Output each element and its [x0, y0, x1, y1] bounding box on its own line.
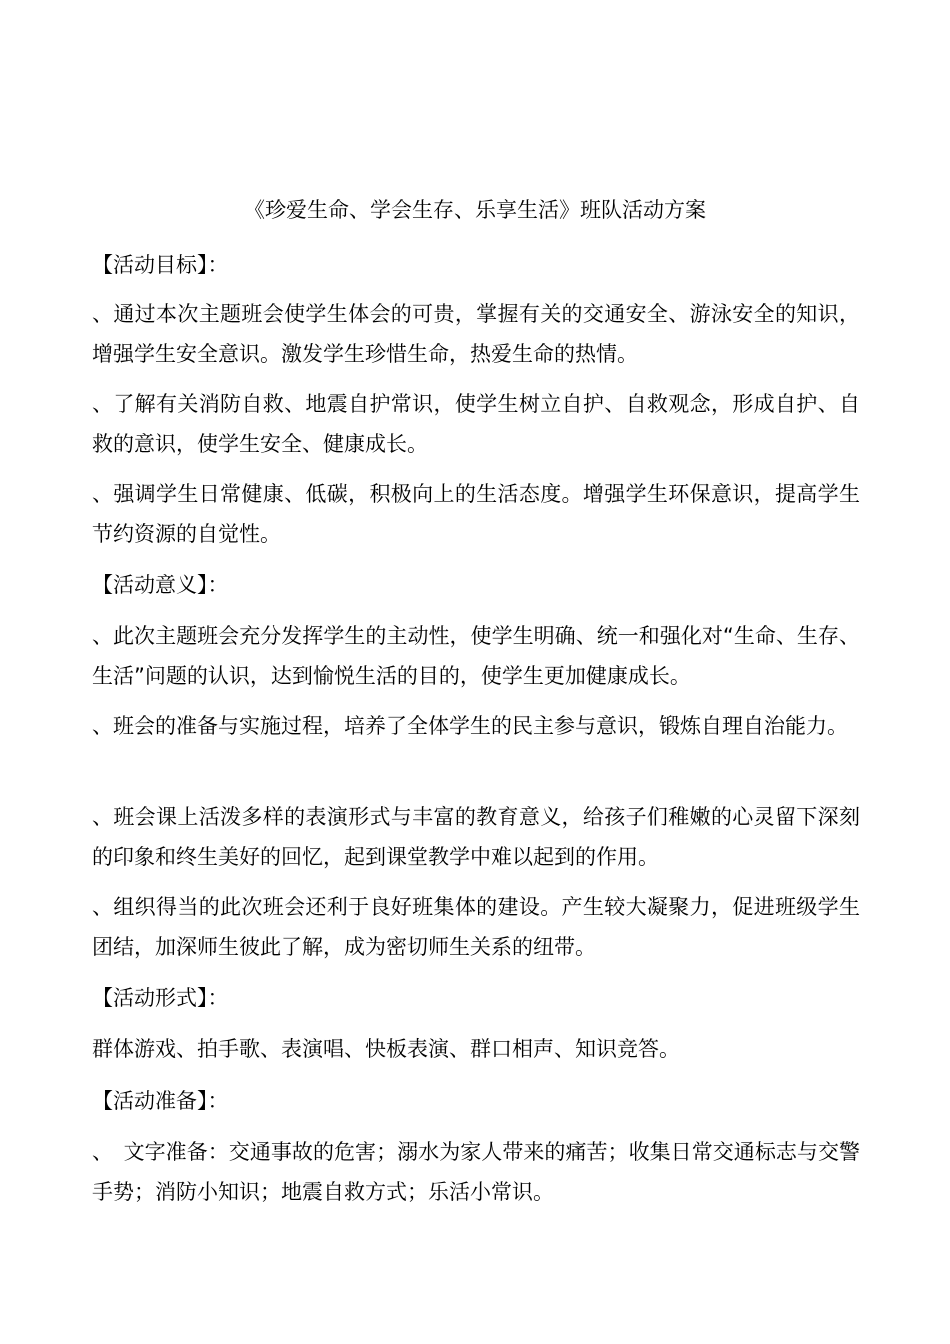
- meaning-item-3: 、班会课上活泼多样的表演形式与丰富的教育意义，给孩子们稚嫩的心灵留下深刻的印象和终生美好的回忆，起到课堂教学中难以起到的作用。: [92, 805, 860, 869]
- goal-item-2: 、了解有关消防自救、地震自护常识，使学生树立自护、自救观念，形成自护、自救的意识，使学生安全、健康成长。: [92, 392, 860, 456]
- section-heading-meaning: 【活动意义】：: [92, 573, 229, 597]
- section-heading-form: 【活动形式】：: [92, 986, 229, 1010]
- section-heading-goals: 【活动目标】：: [92, 253, 229, 277]
- form-text: 群体游戏、拍手歌、表演唱、快板表演、群口相声、知识竞答。: [92, 1037, 680, 1061]
- meaning-item-2: 、班会的准备与实施过程，培养了全体学生的民主参与意识，锻炼自理自治能力。: [92, 714, 848, 738]
- meaning-item-1: 、此次主题班会充分发挥学生的主动性，使学生明确、统一和强化对“生命、生存、生活”问题的认识，达到愉悦生活的目的，使学生更加健康成长。: [92, 624, 860, 688]
- section-heading-prep: 【活动准备】：: [92, 1089, 229, 1113]
- goal-item-1: 、通过本次主题班会使学生体会的可贵，掌握有关的交通安全、游泳安全的知识，增强学生安全意识。激发学生珍惜生命，热爱生命的热情。: [92, 302, 860, 366]
- meaning-item-4: 、组织得当的此次班会还利于良好班集体的建设。产生较大凝聚力，促进班级学生团结，加深师生彼此了解，成为密切师生关系的纽带。: [92, 895, 860, 959]
- prep-item-1: 、 文字准备：交通事故的危害；溺水为家人带来的痛苦；收集日常交通标志与交警手势；消防小知识；地震自救方式；乐活小常识。: [92, 1140, 860, 1204]
- goal-item-3: 、强调学生日常健康、低碳，积极向上的生活态度。增强学生环保意识，提高学生节约资源的自觉性。: [92, 482, 860, 546]
- document-title: 《珍爱生命、学会生存、乐享生活》班队活动方案: [244, 198, 706, 222]
